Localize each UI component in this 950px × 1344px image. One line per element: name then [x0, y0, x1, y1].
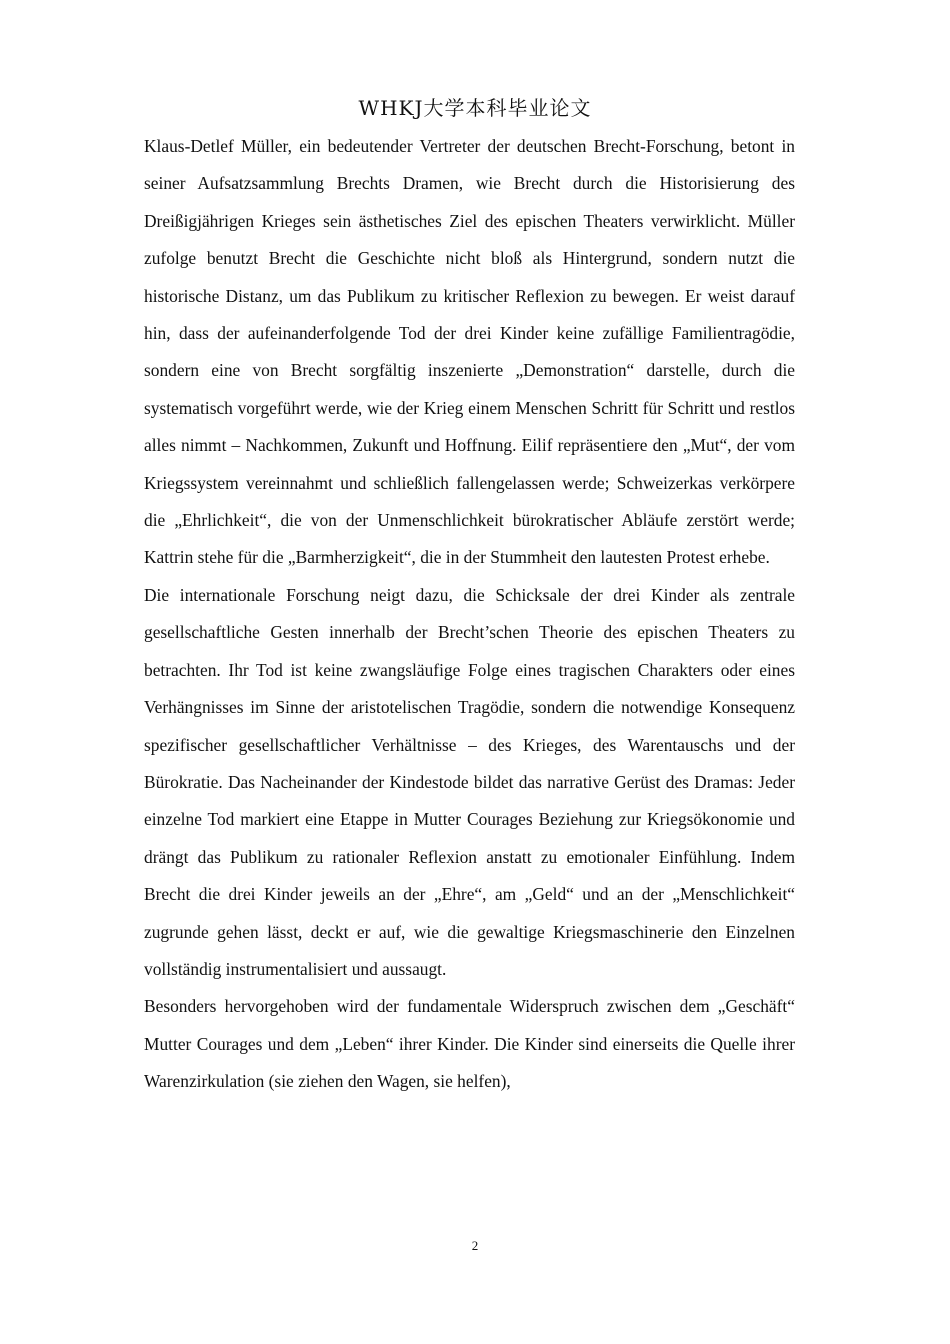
body-text	[144, 128, 795, 1101]
paragraph-1: Klaus-Detlef Müller, ein bedeutender Vertreter der deutschen Brecht-Forschung, betont in seiner Aufsatzsammlung Brechts Dramen, wie Brecht durch die Historisierung des Dreißigjährigen Krieges sein ästhetisches Ziel des epischen Theaters verwirklicht. Müller zufolge benutzt Brecht die Geschichte nicht bloß als Hintergrund, sondern nutzt die historische Distanz, um das Publikum zu kritischer Reflexion zu bewegen. Er weist darauf hin, dass der aufeinanderfolgende Tod der drei Kinder keine zufällige Familientragödie, sondern eine von Brecht sorgfältig inszenierte „Demonstration“ darstelle, durch die systematisch vorgeführt werde, wie der Krieg einem Menschen Schritt für Schritt und restlos alles nimmt – Nachkommen, Zukunft und Hoffnung. Eilif repräsentiere den „Mut“, der vom Kriegssystem vereinnahmt und schließlich fallengelassen werde; Schweizerkas verkörpere die „Ehrlichkeit“, die von der Unmenschlichkeit bürokratischer Abläufe zerstört werde; Kattrin stehe für die „Barmherzigkeit“, die in der Stummheit den lautesten Protest erhebe.	[144, 136, 795, 568]
page-header-title: WHKJ大学本科毕业论文	[358, 96, 592, 120]
page-number: 2	[471, 1238, 479, 1253]
paragraph-3: Besonders hervorgehoben wird der fundamentale Widerspruch zwischen dem „Geschäft“ Mutter Courages und dem „Leben“ ihrer Kinder. Die Kinder sind einerseits die Quelle ihrer Warenzirkulation (sie ziehen den Wagen, sie helfen),	[144, 996, 795, 1092]
paragraph-2: Die internationale Forschung neigt dazu, die Schicksale der drei Kinder als zentrale gesellschaftliche Gesten innerhalb der Brecht’schen Theorie des epischen Theaters zu betrachten. Ihr Tod ist keine zwangsläufige Folge eines tragischen Charakters oder eines Verhängnisses im Sinne der aristotelischen Tragödie, sondern die notwendige Konsequenz spezifischer gesellschaftlicher Verhältnisse – des Krieges, des Warentauschs und der Bürokratie. Das Nacheinander der Kindestode bildet das narrative Gerüst des Dramas: Jeder einzelne Tod markiert eine Etappe in Mutter Courages Beziehung zur Kriegsökonomie und drängt das Publikum zu rationaler Reflexion anstatt zu emotionaler Einfühlung. Indem Brecht die drei Kinder jeweils an der „Ehre“, am „Geld“ und an der „Menschlichkeit“ zugrunde gehen lässt, deckt er auf, wie die gewaltige Kriegsmaschinerie den Einzelnen vollständig instrumentalisiert und aussaugt.	[144, 584, 795, 979]
